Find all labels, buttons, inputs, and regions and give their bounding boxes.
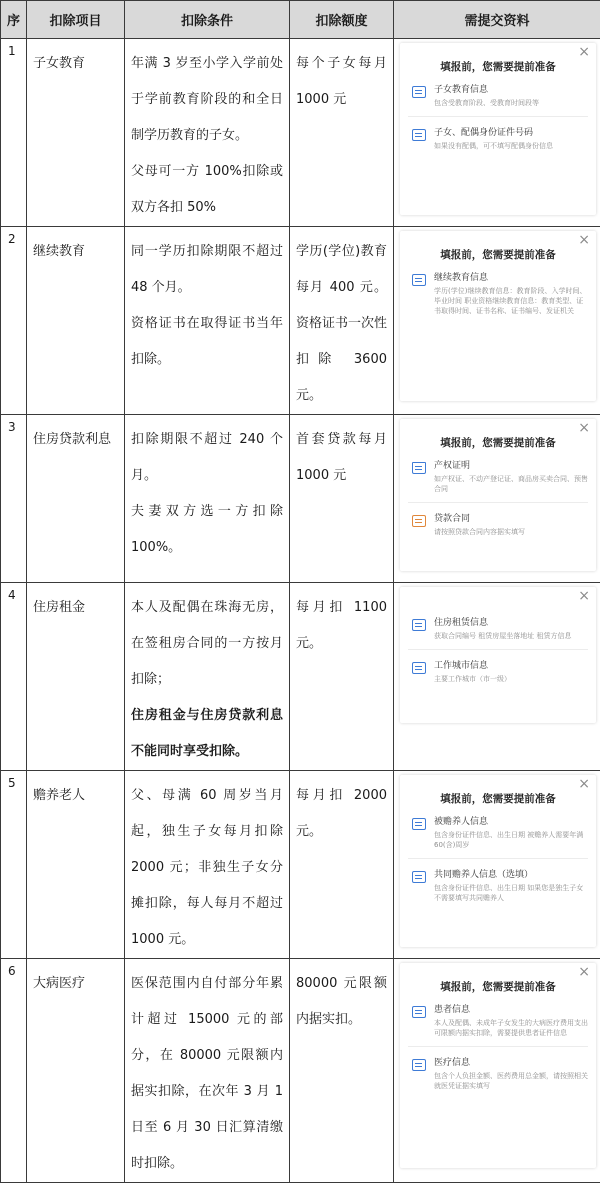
- row-materials: [394, 39, 600, 227]
- header-row: [1, 1, 600, 39]
- row-seq: 4: [1, 583, 27, 771]
- item-label: 住房贷款利息: [33, 432, 111, 447]
- amount-text: 首套贷款每月 1000 元: [296, 422, 387, 494]
- condition-text: 本人及配偶在珠海无房，在签租房合同的一方按月扣除；: [131, 590, 283, 698]
- materials-card: [400, 963, 596, 1168]
- contract-icon: [412, 515, 426, 527]
- table-row: [1, 227, 600, 415]
- entry-desc: 包含身份证件信息、出生日期 如果您是独生子女不需要填写共同赡养人: [434, 883, 588, 903]
- condition-bold: [131, 698, 283, 770]
- close-icon[interactable]: ×: [578, 421, 590, 435]
- card-title: 填报前，您需要提前准备: [408, 247, 588, 262]
- id-card-icon: [412, 818, 426, 830]
- amount-text: 每个子女每月 1000 元: [296, 46, 387, 118]
- materials-card: [400, 587, 596, 723]
- id-card-icon: [412, 619, 426, 631]
- entry-desc: 如产权证、不动产登记证、商品房买卖合同、预售合同: [434, 474, 588, 494]
- card-entry: [408, 460, 588, 503]
- row-amount: [290, 959, 394, 1183]
- row-seq: 6: [1, 959, 27, 1183]
- row-amount: [290, 583, 394, 771]
- table-row: [1, 415, 600, 583]
- condition-bold-text: 住房租金与住房贷款利息不能同时享受扣除。: [131, 708, 283, 759]
- card-entry: [408, 1004, 588, 1047]
- entry-desc: 本人及配偶、未成年子女发生的大病医疗费用支出可限额内据实扣除，需要提供患者证件信息: [434, 1018, 588, 1038]
- row-materials: [394, 415, 600, 583]
- entry-desc: 学历(学位)继续教育信息：教育阶段、入学时间、毕业时间 职业资格继续教育信息：教育类型、证书取得时间、证书名称、证书编号、发证机关: [434, 286, 588, 316]
- entry-desc: 请按照贷款合同内容据实填写: [434, 527, 588, 537]
- row-amount: [290, 771, 394, 959]
- entry-name: 共同赡养人信息（选填）: [434, 869, 588, 881]
- table-row: [1, 39, 600, 227]
- card-entry: [408, 84, 588, 117]
- row-materials: [394, 583, 600, 771]
- entry-desc: 如果没有配偶，可不填写配偶身份信息: [434, 141, 588, 151]
- entry-desc: 主要工作城市（市一级）: [434, 674, 588, 684]
- hospital-icon: [412, 1059, 426, 1071]
- entry-name: 继续教育信息: [434, 272, 588, 284]
- amount-text: 学历(学位)教育每月 400 元。资格证书一次性扣除 3600 元。: [296, 234, 387, 414]
- card-entry: [408, 272, 588, 324]
- id-card-icon: [412, 1006, 426, 1018]
- row-item: [27, 959, 125, 1183]
- amount-text: 每月扣 1100 元。: [296, 590, 387, 662]
- entry-desc: 获取合同编号 租赁房屋坐落地址 租赁方信息: [434, 631, 588, 641]
- card-entry: [408, 617, 588, 650]
- close-icon[interactable]: ×: [578, 965, 590, 979]
- item-label: 继续教育: [33, 244, 85, 259]
- condition-text: 同一学历扣除期限不超过 48 个月。: [131, 234, 283, 306]
- row-conditions: [125, 227, 290, 415]
- row-item: [27, 771, 125, 959]
- card-entry: [408, 869, 588, 911]
- row-item: [27, 415, 125, 583]
- table-row: [1, 959, 600, 1183]
- row-seq: 2: [1, 227, 27, 415]
- header-item: 扣除项目: [27, 1, 125, 39]
- row-materials: [394, 959, 600, 1183]
- condition-text: 年满 3 岁至小学入学前处于学前教育阶段的和全日制学历教育的子女。: [131, 46, 283, 154]
- row-conditions: [125, 39, 290, 227]
- card-title: 填报前，您需要提前准备: [408, 791, 588, 806]
- card-title: 填报前，您需要提前准备: [408, 435, 588, 450]
- entry-name: 住房租赁信息: [434, 617, 588, 629]
- condition-text: 医保范围内自付部分年累计超过 15000 元的部分，在 80000 元限额内据实扣除，在次年 3 月 1 日至 6 月 30 日汇算清缴时扣除。: [131, 966, 283, 1182]
- condition-text: 父母可一方 100%扣除或双方各扣 50%: [131, 154, 283, 226]
- card-entry: [408, 1057, 588, 1099]
- condition-text: 扣除期限不超过 240 个月。: [131, 422, 283, 494]
- header-seq: 序: [1, 1, 27, 39]
- row-conditions: [125, 415, 290, 583]
- item-label: 住房租金: [33, 600, 85, 615]
- row-seq: 5: [1, 771, 27, 959]
- materials-card: [400, 775, 596, 947]
- id-card-icon: [412, 871, 426, 883]
- header-materials: 需提交资料: [394, 1, 600, 39]
- card-entry: [408, 513, 588, 545]
- entry-name: 子女、配偶身份证件号码: [434, 127, 588, 139]
- entry-name: 患者信息: [434, 1004, 588, 1016]
- row-conditions: [125, 959, 290, 1183]
- row-conditions: [125, 583, 290, 771]
- row-amount: [290, 415, 394, 583]
- entry-desc: 包含身份证件信息、出生日期 被赡养人需要年满60(含)周岁: [434, 830, 588, 850]
- condition-text: 父、母满 60 周岁当月起，独生子女每月扣除 2000 元；非独生子女分摊扣除，每人每月不超过 1000 元。: [131, 778, 283, 958]
- header-amount: 扣除额度: [290, 1, 394, 39]
- close-icon[interactable]: ×: [578, 777, 590, 791]
- card-entry: [408, 127, 588, 159]
- entry-name: 产权证明: [434, 460, 588, 472]
- entry-desc: 包含受教育阶段、受教育时间段等: [434, 98, 588, 108]
- row-amount: [290, 39, 394, 227]
- card-title: 填报前，您需要提前准备: [408, 59, 588, 74]
- close-icon[interactable]: ×: [578, 589, 590, 603]
- row-conditions: [125, 771, 290, 959]
- materials-card: [400, 231, 596, 401]
- condition-text: 资格证书在取得证书当年扣除。: [131, 306, 283, 378]
- clipboard-icon: [412, 462, 426, 474]
- row-materials: [394, 227, 600, 415]
- item-label: 赡养老人: [33, 788, 85, 803]
- row-seq: 1: [1, 39, 27, 227]
- row-seq: 3: [1, 415, 27, 583]
- materials-card: [400, 419, 596, 571]
- materials-card: [400, 43, 596, 215]
- close-icon[interactable]: ×: [578, 233, 590, 247]
- row-item: [27, 227, 125, 415]
- entry-name: 工作城市信息: [434, 660, 588, 672]
- entry-name: 子女教育信息: [434, 84, 588, 96]
- condition-text: 夫妻双方选一方扣除 100%。: [131, 494, 283, 566]
- header-conditions: 扣除条件: [125, 1, 290, 39]
- entry-name: 医疗信息: [434, 1057, 588, 1069]
- card-entry: [408, 816, 588, 859]
- item-label: 子女教育: [33, 56, 85, 71]
- amount-text: 80000 元限额内据实扣。: [296, 966, 387, 1038]
- row-materials: [394, 771, 600, 959]
- id-card-icon: [412, 274, 426, 286]
- id-card-icon: [412, 662, 426, 674]
- item-label: 大病医疗: [33, 976, 85, 991]
- card-entry: [408, 660, 588, 692]
- close-icon[interactable]: ×: [578, 45, 590, 59]
- amount-text: 每月扣 2000 元。: [296, 778, 387, 850]
- entry-desc: 包含个人负担金额、医药费用总金额，请按照相关就医凭证据实填写: [434, 1071, 588, 1091]
- row-item: [27, 39, 125, 227]
- row-item: [27, 583, 125, 771]
- table-row: [1, 771, 600, 959]
- id-card-icon: [412, 129, 426, 141]
- table-row: [1, 583, 600, 771]
- entry-name: 贷款合同: [434, 513, 588, 525]
- card-title: 填报前，您需要提前准备: [408, 979, 588, 994]
- entry-name: 被赡养人信息: [434, 816, 588, 828]
- id-card-icon: [412, 86, 426, 98]
- row-amount: [290, 227, 394, 415]
